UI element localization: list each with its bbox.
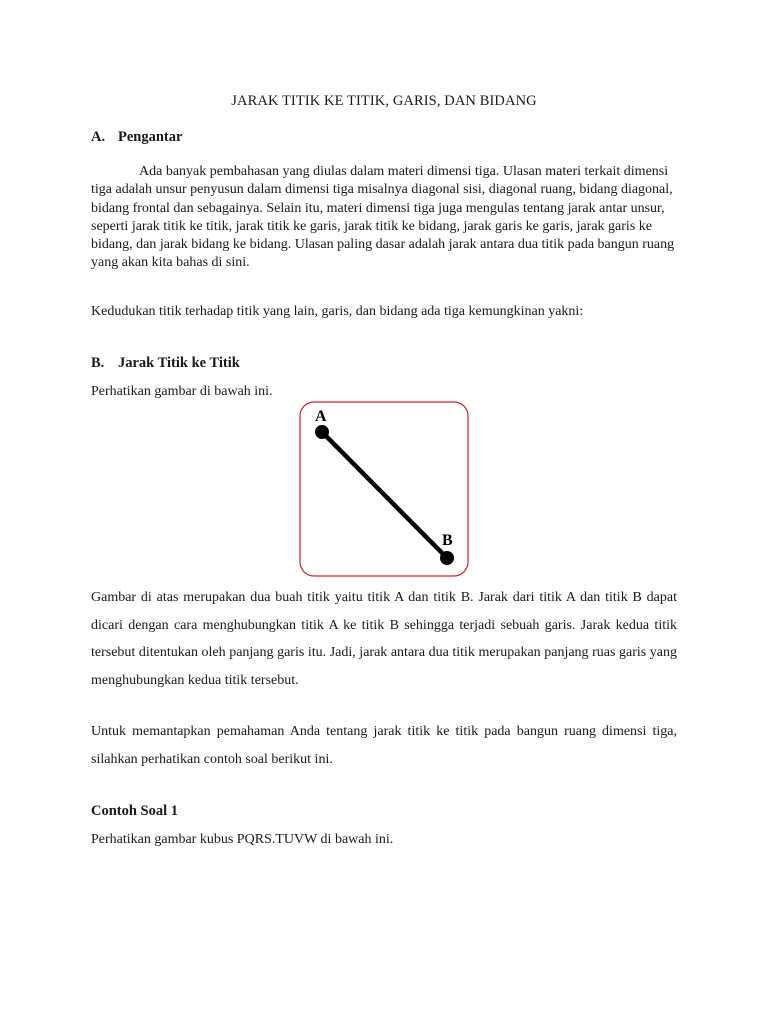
point-b (440, 551, 454, 565)
section-b-heading (91, 355, 240, 372)
section-a-number: A. (91, 129, 106, 145)
figure-svg (299, 401, 469, 577)
point-b-label: B (442, 532, 453, 549)
point-distance-figure (299, 401, 469, 577)
example-text: Perhatikan gambar kubus PQRS.TUVW di bawah ini. (91, 832, 394, 847)
document-title: JARAK TITIK KE TITIK, GARIS, DAN BIDANG (231, 93, 537, 109)
figure-intro-text: Perhatikan gambar di bawah ini. (91, 384, 273, 399)
intro-paragraph: Ada banyak pembahasan yang diulas dalam materi dimensi tiga. Ulasan materi terkait dimensi tiga adalah unsur penyusun dalam dimensi tiga misalnya diagonal sisi, diagonal ruang, bidang diagonal, bidang frontal dan sebagainya. Selain itu, materi dimensi tiga juga mengulas tentang jarak antar unsur, seperti jarak titik ke titik, jarak titik ke garis, jarak titik ke bidang, jarak garis ke garis, jarak garis ke bidang, dan jarak bidang ke bidang. Ulasan paling dasar adalah jarak antara dua titik pada bangun ruang yang akan kita bahas di sini. (91, 164, 675, 271)
section-a-heading (91, 129, 182, 146)
position-paragraph: Kedudukan titik terhadap titik yang lain, garis, dan bidang ada tiga kemungkinan yakni: (91, 304, 584, 319)
explanation-paragraph: Gambar di atas merupakan dua buah titik yaitu titik A dan titik B. Jarak dari titik A dan titik B dapat dicari dengan cara menghubungkan titik A ke titik B sehingga terjadi sebuah garis. Jarak kedua titik tersebut ditentukan oleh panjang garis itu. Jadi, jarak antara dua titik merupakan panjang ruas garis yang menghubungkan kedua titik tersebut. (91, 590, 677, 689)
example-heading: Contoh Soal 1 (91, 803, 179, 819)
practice-paragraph: Untuk memantapkan pemahaman Anda tentang jarak titik ke titik pada bangun ruang dimensi tiga, silahkan perhatikan contoh soal berikut ini. (91, 724, 677, 767)
point-a (315, 425, 329, 439)
section-a-title: Pengantar (118, 129, 183, 145)
section-b-number: B. (91, 355, 105, 371)
section-b-title: Jarak Titik ke Titik (118, 355, 240, 371)
point-a-label: A (315, 408, 327, 425)
